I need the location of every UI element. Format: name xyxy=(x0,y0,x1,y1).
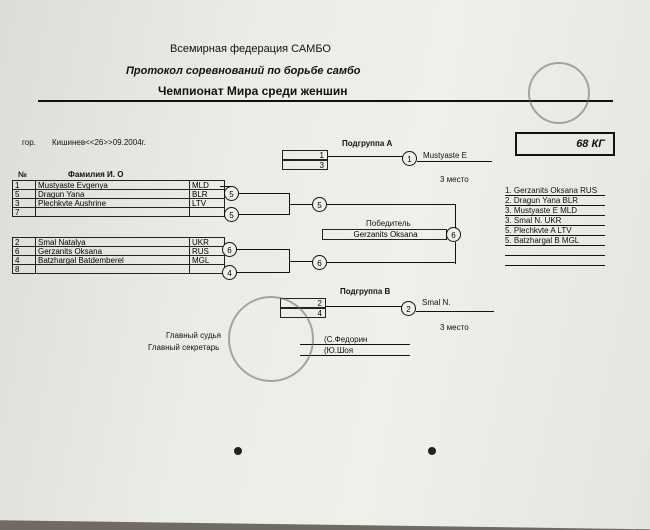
standing-entry xyxy=(505,246,605,256)
weight-class: 68 КГ xyxy=(576,138,605,150)
athlete-country: LTV xyxy=(189,198,225,208)
bout-circle: 6 xyxy=(222,242,237,257)
bout-circle: 4 xyxy=(222,265,237,280)
signature-line xyxy=(300,355,410,356)
standing-entry: 2. Dragun Yana BLR xyxy=(505,196,605,206)
athlete-country xyxy=(189,207,225,217)
bracket-line xyxy=(455,242,456,264)
chief-secretary-name: (Ю.Шоя xyxy=(324,346,354,355)
federation-seal-bottom xyxy=(228,296,314,382)
chief-secretary-label: Главный секретарь xyxy=(148,343,220,352)
athlete-number: 4 xyxy=(12,255,36,265)
standing-entry: 3. Mustyaste E MLD xyxy=(505,206,605,216)
subgroup-b-result-line xyxy=(416,311,494,312)
place-date: Кишинев<<26>>09.2004г. xyxy=(52,138,146,147)
athlete-country: UKR xyxy=(189,237,225,247)
chief-judge-name: (С.Федорин xyxy=(324,335,368,344)
athlete-number: 5 xyxy=(12,189,36,199)
standing-entry: 1. Gerzanits Oksana RUS xyxy=(505,186,605,196)
bracket-line xyxy=(327,204,455,205)
federation-seal-top xyxy=(528,62,590,124)
signature-line xyxy=(300,344,410,345)
winner-name: Gerzanits Oksana xyxy=(322,229,447,240)
weight-class-box xyxy=(515,132,615,156)
athlete-name: Gerzanits Oksana xyxy=(35,246,190,256)
punch-hole xyxy=(428,447,436,455)
subgroup-a-third: 3 место xyxy=(440,175,469,184)
athlete-number: 7 xyxy=(12,207,36,217)
athlete-name: Batzhargal Batdemberel xyxy=(35,255,190,265)
athlete-name xyxy=(35,264,190,274)
bracket-line xyxy=(239,193,289,194)
col-name-header: Фамилия И. О xyxy=(68,170,124,179)
standing-entry: 3. Smal N. UKR xyxy=(505,216,605,226)
final-circle: 6 xyxy=(446,227,461,242)
bracket-line xyxy=(239,214,289,215)
subgroup-a-winner: Mustyaste E xyxy=(423,151,468,160)
federation-title: Всемирная федерация САМБО xyxy=(170,43,331,55)
bout-circle: 6 xyxy=(312,255,327,270)
col-number-header: № xyxy=(18,170,27,179)
subgroup-a-line xyxy=(328,156,403,157)
subgroup-a-circle: 1 xyxy=(402,151,417,166)
subgroup-a-label: Подгруппа А xyxy=(342,139,393,148)
punch-hole xyxy=(234,447,242,455)
bracket-line xyxy=(237,249,289,250)
header-rule xyxy=(38,100,613,102)
athlete-name: Dragun Yana xyxy=(35,189,190,199)
championship-title: Чемпионат Мира среди женшин xyxy=(158,84,348,98)
subgroup-a-slot-1: 1 xyxy=(282,150,328,160)
athlete-name xyxy=(35,207,190,217)
athlete-number: 8 xyxy=(12,264,36,274)
subgroup-b-line xyxy=(326,306,402,307)
athlete-name: Smal Natalya xyxy=(35,237,190,247)
subgroup-b-circle: 2 xyxy=(401,301,416,316)
chief-judge-label: Главный судья xyxy=(166,331,222,340)
athlete-country: MGL xyxy=(189,255,225,265)
standing-entry xyxy=(505,256,605,266)
subgroup-b-slot-2: 4 xyxy=(280,308,326,318)
bout-circle: 5 xyxy=(312,197,327,212)
winner-label: Победитель xyxy=(366,219,411,228)
standing-entry: 5. Plechkvte A LTV xyxy=(505,226,605,236)
athlete-country: BLR xyxy=(189,189,225,199)
bracket-line xyxy=(237,272,289,273)
athlete-name: Plechkvte Aushrine xyxy=(35,198,190,208)
athlete-number: 3 xyxy=(12,198,36,208)
bracket-line xyxy=(327,262,455,263)
athlete-number: 6 xyxy=(12,246,36,256)
subgroup-b-third: 3 место xyxy=(440,323,469,332)
athlete-country: MLD xyxy=(189,180,225,190)
subgroup-a-result-line xyxy=(417,161,492,162)
subgroup-b-winner: Smal N. xyxy=(422,298,451,307)
bracket-line xyxy=(289,204,313,205)
protocol-title: Протокол соревнований по борьбе самбо xyxy=(126,65,361,77)
standing-entry: 5. Batzhargal B MGL xyxy=(505,236,605,246)
athlete-number: 2 xyxy=(12,237,36,247)
athlete-name: Mustyaste Evgenya xyxy=(35,180,190,190)
bout-circle: 5 xyxy=(224,207,239,222)
athlete-country xyxy=(189,264,225,274)
subgroup-b-label: Подгруппа В xyxy=(340,287,391,296)
subgroup-a-slot-2: 3 xyxy=(282,160,328,170)
subgroup-b-slot-1: 2 xyxy=(280,298,326,308)
athlete-country: RUS xyxy=(189,246,225,256)
place-label: гор. xyxy=(22,138,36,147)
bracket-line xyxy=(289,261,313,262)
athlete-number: 1 xyxy=(12,180,36,190)
bout-circle: 5 xyxy=(224,186,239,201)
